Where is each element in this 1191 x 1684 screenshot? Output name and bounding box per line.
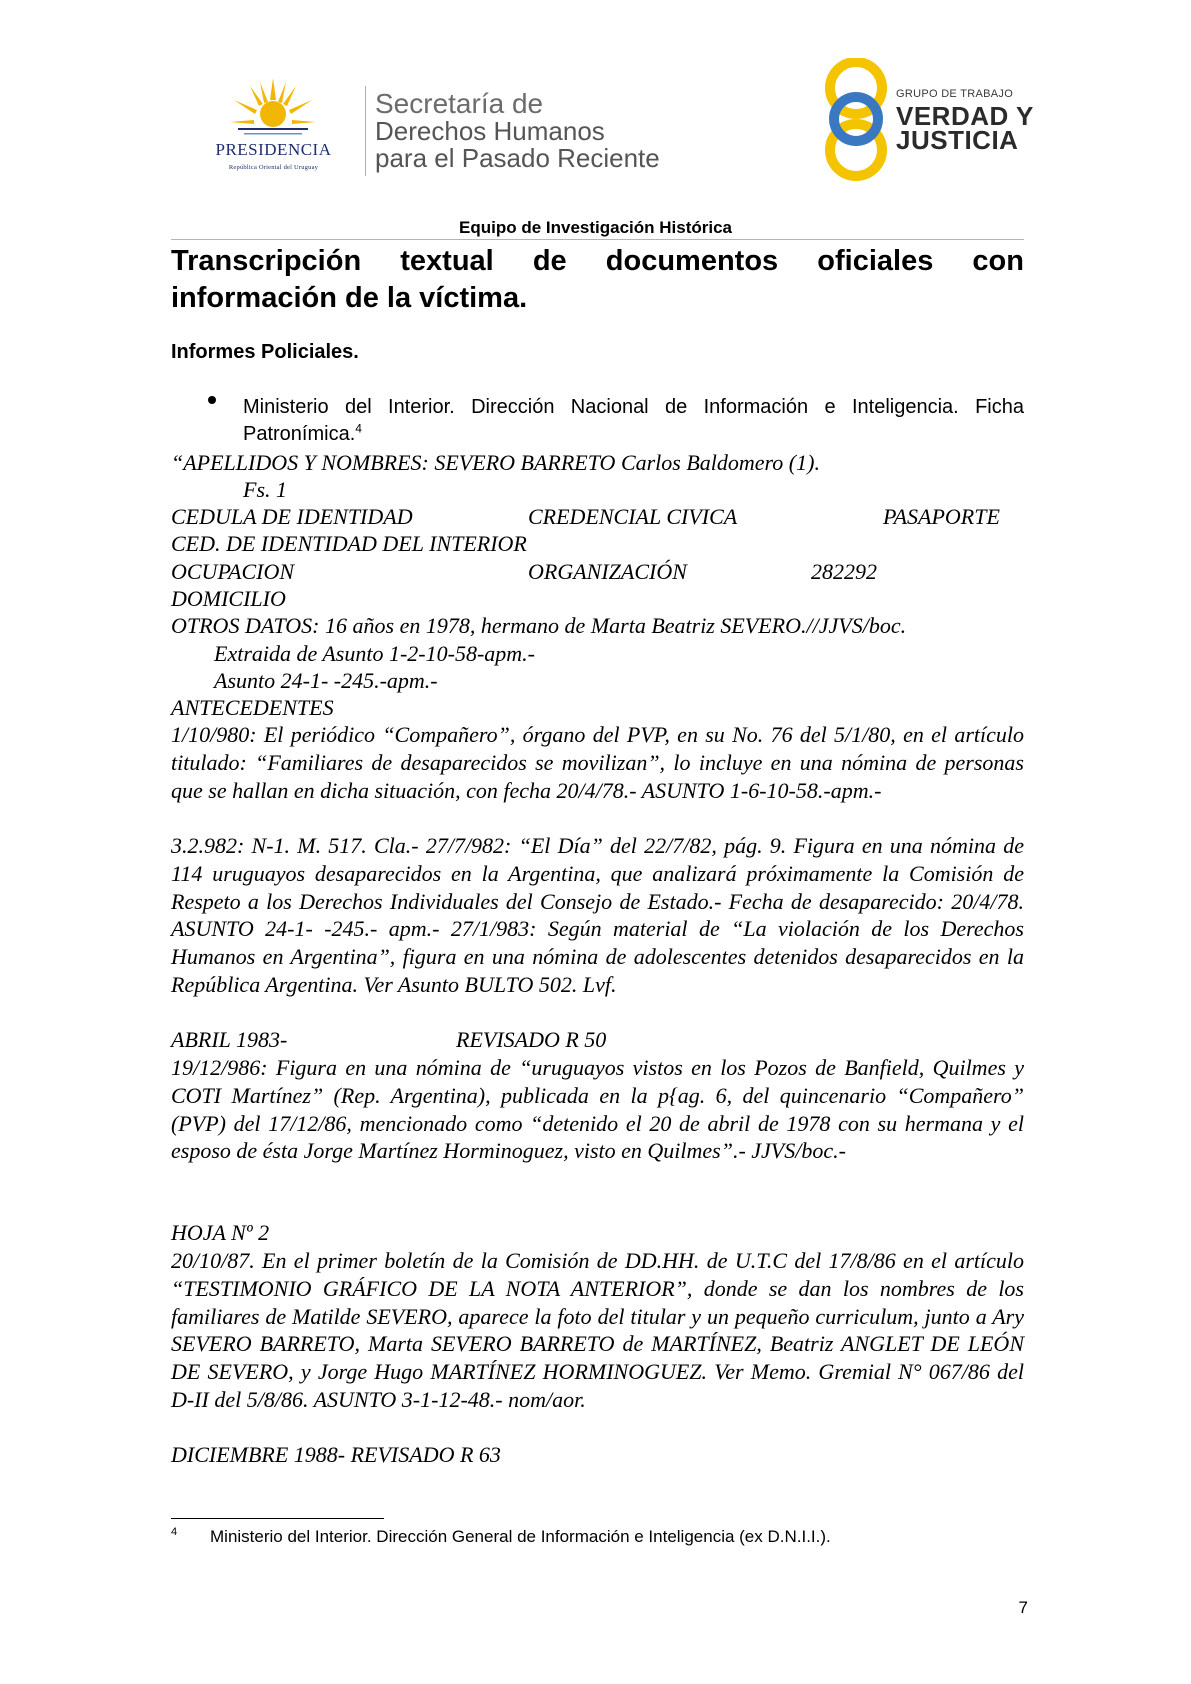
bullet-text: Ministerio del Interior. Dirección Nacional de Información e Inteligencia. Ficha Patronímica. bbox=[243, 396, 1024, 445]
label-antecedentes: ANTECEDENTES bbox=[171, 695, 334, 720]
record-fs: Fs. 1 bbox=[243, 477, 287, 502]
grupo-title-line-2: JUSTICIA bbox=[896, 125, 1019, 155]
antecedente-paragraph-1: 1/10/980: El periódico “Compañero”, órgano del PVP, en su No. 76 del 5/1/80, en el artículo titulado: “Familiares de desaparecidos se movilizan”, lo incluye en una nómina de personas que se hallan en dicha situación, con fecha 20/4/78.- ASUNTO 1-6-10-58.-apm.- bbox=[171, 722, 1024, 803]
footnote-text: Ministerio del Interior. Dirección General de Información e Inteligencia (ex D.N.I.I.). bbox=[210, 1527, 831, 1546]
label-cedula: CEDULA DE IDENTIDAD bbox=[171, 504, 413, 529]
revision-label-r63: DICIEMBRE 1988- REVISADO R 63 bbox=[171, 1442, 501, 1467]
presidencia-subtitle: República Oriental del Uruguay bbox=[228, 164, 319, 171]
record-number: 282292 bbox=[811, 559, 877, 584]
record-otros-datos: OTROS DATOS: 16 años en 1978, hermano de Marta Beatriz SEVERO.//JJVS/boc. bbox=[171, 613, 907, 638]
team-heading: Equipo de Investigación Histórica bbox=[459, 218, 732, 237]
footnote-reference[interactable]: 4 bbox=[355, 421, 362, 436]
grupo-small-label: GRUPO DE TRABAJO bbox=[896, 88, 1014, 100]
page-number: 7 bbox=[1018, 1598, 1028, 1617]
revision-label-r50: REVISADO R 50 bbox=[456, 1027, 607, 1052]
bullet-item bbox=[243, 394, 1024, 448]
label-organizacion: ORGANIZACIÓN bbox=[528, 559, 687, 584]
presidencia-logo bbox=[196, 78, 351, 178]
verdad-justicia-logo bbox=[822, 58, 1042, 183]
rings-icon bbox=[822, 58, 892, 183]
label-ocupacion: OCUPACION bbox=[171, 559, 295, 584]
page-title: Transcripción textual de documentos oficiales con información de la víctima. bbox=[171, 245, 1024, 314]
record-name-line: “APELLIDOS Y NOMBRES: SEVERO BARRETO Carlos Baldomero (1). bbox=[171, 450, 820, 475]
revision-date-1983: ABRIL 1983- bbox=[171, 1027, 288, 1052]
label-domicilio: DOMICILIO bbox=[171, 586, 286, 611]
antecedente-paragraph-3: 19/12/986: Figura en una nómina de “uruguayos vistos en los Pozos de Banfield, Quilmes y COTI Martínez” (Rep. Argentina), publicada en la p{ag. 6, del quincenario “Compañero” (PVP) del 17/12/86, mencionado como “detenido el 20 de abril de 1978 con su hermana y el esposo de ésta Jorge Martínez Horminoguez, visto en Quilmes”.- JJVS/boc.- bbox=[171, 1055, 1024, 1164]
record-asunto: Asunto 24-1- -245.-apm.- bbox=[214, 668, 438, 693]
antecedente-paragraph-2: 3.2.982: N-1. M. 517. Cla.- 27/7/982: “El Día” del 22/7/82, pág. 9. Figura en una nómina de 114 uruguayos desaparecidos en la Argentina, que analizará próximamente la Comisión de Respeto a los Derechos Individuales del Consejo de Estado.- Fecha de desaparecido: 20/4/78. ASUNTO 24-1- -245.- apm.- 27/1/983: Según material de “La violación de los Derechos Humanos en Argentina”, figura en una nómina de adolescentes detenidos desaparecidos en la República Argentina. Ver Asunto BULTO 502. Lvf. bbox=[171, 833, 1024, 997]
secretaria-line-2: Derechos Humanos bbox=[375, 116, 605, 146]
secretaria-line-1: Secretaría de bbox=[375, 88, 544, 119]
hoja-label: HOJA Nº 2 bbox=[171, 1220, 270, 1245]
header-divider bbox=[365, 86, 366, 176]
section-subtitle: Informes Policiales. bbox=[171, 341, 359, 363]
antecedente-paragraph-4: 20/10/87. En el primer boletín de la Comisión de DD.HH. de U.T.C del 17/8/86 en el artículo “TESTIMONIO GRÁFICO DE LA NOTA ANTERIOR”, donde se dan los nombres de los familiares de Matilde SEVERO, aparece la foto del titular y un pequeño curriculum, junto a Ary SEVERO BARRETO, Marta SEVERO BARRETO de MARTÍNEZ, Beatriz ANGLET DE LEÓN DE SEVERO, y Jorge Hugo MARTÍNEZ HORMINOGUEZ. Ver Memo. Gremial N° 067/86 del D-II del 5/8/86. ASUNTO 3-1-12-48.- nom/aor. bbox=[171, 1248, 1024, 1412]
label-pasaporte: PASAPORTE bbox=[883, 504, 1000, 529]
presidencia-name: PRESIDENCIA bbox=[215, 140, 332, 159]
grupo-title-line-1: VERDAD Y bbox=[896, 101, 1034, 131]
label-credencial: CREDENCIAL CIVICA bbox=[528, 504, 738, 529]
sun-icon bbox=[230, 78, 316, 140]
header-rule bbox=[171, 239, 1024, 240]
secretaria-logo-text bbox=[375, 90, 660, 172]
footnote-number: 4 bbox=[171, 1526, 178, 1538]
secretaria-line-3: para el Pasado Reciente bbox=[375, 143, 660, 173]
record-extraida: Extraida de Asunto 1-2-10-58-apm.- bbox=[214, 641, 535, 666]
label-ced-interior: CED. DE IDENTIDAD DEL INTERIOR bbox=[171, 531, 527, 556]
bullet-dot bbox=[208, 396, 216, 404]
footnote-rule bbox=[171, 1518, 384, 1519]
